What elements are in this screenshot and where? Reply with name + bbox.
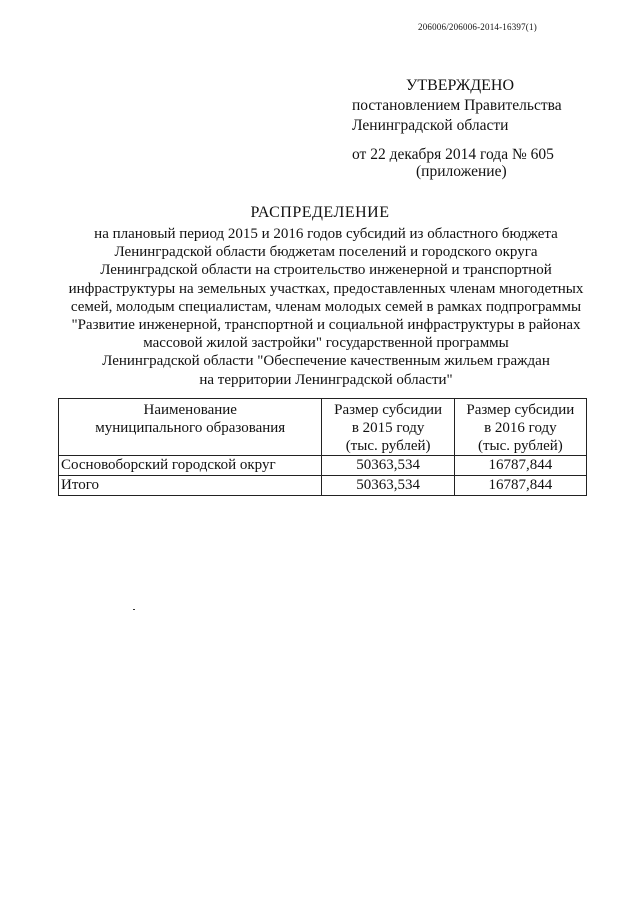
description-line: Ленинградской области "Обеспечение качественным жильем граждан [102,353,550,370]
header-text-line: Размер субсидии [334,402,443,418]
approval-appendix-note: (приложение) [416,163,507,180]
header-text-line: Размер субсидии [466,402,575,418]
description-line: семей, молодым специалистам, членам молодых семей в рамках подпрограммы [70,298,582,315]
header-text-line: Наименование [143,402,237,418]
header-text-line: (тыс. рублей) [477,438,563,454]
header-subsidy-2016 [454,399,586,456]
description-line: массовой жилой застройки" государственной программы [143,335,509,352]
description-line: Ленинградской области бюджетам поселений и городского округа [114,244,538,261]
approval-block [340,76,600,182]
row-municipality-name: Сосновоборский городской округ [59,456,322,476]
document-id: 206006/206006-2014-16397(1) [418,22,537,32]
scan-speck [133,609,135,610]
table-total-row [59,476,587,496]
header-text-line: муниципального образования [95,420,286,436]
header-text-line: в 2015 году [351,420,425,436]
header-municipality [59,399,322,456]
description-line: Ленинградской области на строительство инженерной и транспортной [100,262,552,279]
total-subsidy-2016: 16787,844 [454,476,586,496]
header-text-line: (тыс. рублей) [345,438,431,454]
subsidy-table [58,398,587,496]
total-subsidy-2015: 50363,534 [322,476,454,496]
row-subsidy-2016: 16787,844 [454,456,586,476]
header-subsidy-2015 [322,399,454,456]
description-line: на территории Ленинградской области" [199,371,453,388]
approval-date: от 22 декабря 2014 года № 605 [352,146,554,163]
row-subsidy-2015: 50363,534 [322,456,454,476]
header-text-line: в 2016 году [484,420,557,436]
description-line: "Развитие инженерной, транспортной и социальной инфраструктуры в районах [71,317,581,334]
total-label: Итого [59,476,322,496]
approval-line-resolution: постановлением Правительства [352,97,562,114]
description-line: на плановый период 2015 и 2016 годов субсидий из областного бюджета [94,226,558,242]
document-heading: РАСПРЕДЕЛЕНИЕ [250,204,390,221]
document-description [60,225,592,389]
approval-title: УТВЕРЖДЕНО [406,77,515,94]
table-header-row [59,399,587,456]
table-row [59,456,587,476]
description-line: инфраструктуры на земельных участках, предоставленных членам многодетных [68,280,584,297]
approval-line-region: Ленинградской области [352,117,509,134]
